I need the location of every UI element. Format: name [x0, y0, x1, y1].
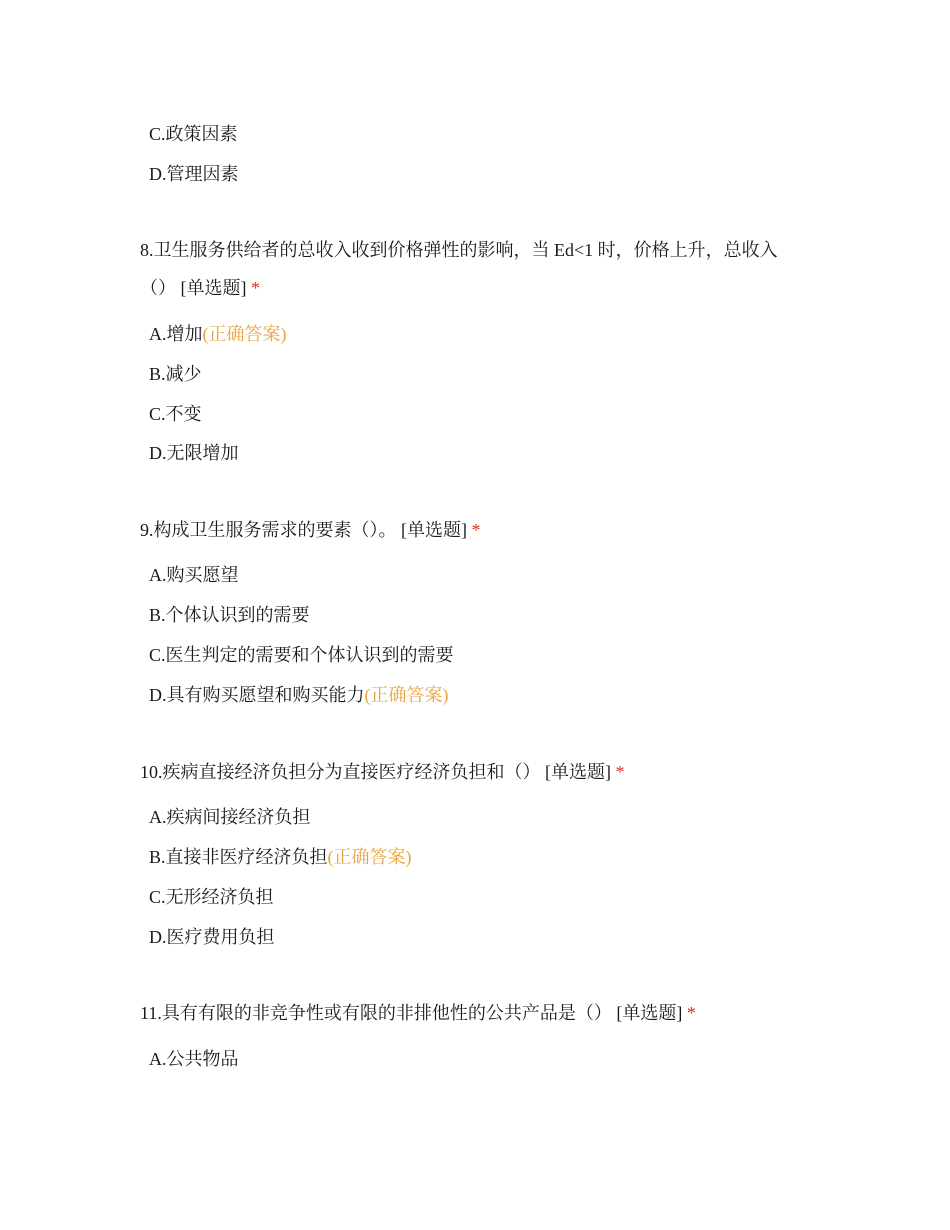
question-text: 8.卫生服务供给者的总收入收到价格弹性的影响，当 Ed<1 时，价格上升，总收入 — [140, 240, 778, 260]
required-mark: * — [251, 278, 260, 298]
correct-answer-tag: (正确答案) — [327, 847, 412, 867]
q7-option-d[interactable] — [149, 162, 239, 186]
required-mark: * — [615, 762, 625, 782]
option-label: B.个体认识到的需要 — [149, 605, 310, 625]
option-label: C.政策因素 — [149, 124, 238, 144]
option-label: C.医生判定的需要和个体认识到的需要 — [149, 645, 454, 665]
q9-option-c[interactable] — [149, 643, 454, 667]
option-label: A.疾病间接经济负担 — [149, 807, 311, 827]
correct-answer-tag: (正确答案) — [202, 324, 287, 344]
q10-option-d[interactable] — [149, 925, 275, 949]
option-label: C.无形经济负担 — [149, 887, 274, 907]
q7-option-c[interactable] — [149, 122, 238, 146]
correct-answer-tag: (正确答案) — [364, 685, 449, 705]
option-label: C.不变 — [149, 404, 202, 424]
question-text: 11.具有有限的非竞争性或有限的非排他性的公共产品是（） [单选题] — [140, 1003, 683, 1023]
q8-title-line2 — [140, 276, 260, 300]
q8-option-d[interactable] — [149, 441, 239, 465]
option-label: B.减少 — [149, 364, 202, 384]
q8-option-c[interactable] — [149, 402, 202, 426]
required-mark: * — [686, 1003, 696, 1023]
option-label: D.管理因素 — [149, 164, 239, 184]
option-label: A.公共物品 — [149, 1049, 239, 1069]
question-type: （） [单选题] — [140, 278, 247, 298]
q11-option-a[interactable] — [149, 1047, 239, 1071]
required-mark: * — [471, 520, 481, 540]
option-label: D.医疗费用负担 — [149, 927, 275, 947]
option-label: A.购买愿望 — [149, 565, 239, 585]
q9-title — [140, 518, 481, 542]
q9-option-b[interactable] — [149, 603, 310, 627]
q9-option-d[interactable] — [149, 683, 449, 707]
q8-title-line1 — [140, 238, 778, 262]
option-label: B.直接非医疗经济负担 — [149, 847, 328, 867]
q8-option-b[interactable] — [149, 362, 202, 386]
option-label: D.具有购买愿望和购买能力 — [149, 685, 365, 705]
q8-option-a[interactable] — [149, 322, 287, 346]
option-label: A.增加 — [149, 324, 203, 344]
q10-option-c[interactable] — [149, 885, 274, 909]
question-text: 10.疾病直接经济负担分为直接医疗经济负担和（） [单选题] — [140, 762, 611, 782]
option-label: D.无限增加 — [149, 443, 239, 463]
question-text: 9.构成卫生服务需求的要素（）。 [单选题] — [140, 520, 467, 540]
q10-option-a[interactable] — [149, 805, 311, 829]
q11-title — [140, 1001, 696, 1025]
q9-option-a[interactable] — [149, 563, 239, 587]
q10-option-b[interactable] — [149, 845, 412, 869]
q10-title — [140, 760, 625, 784]
